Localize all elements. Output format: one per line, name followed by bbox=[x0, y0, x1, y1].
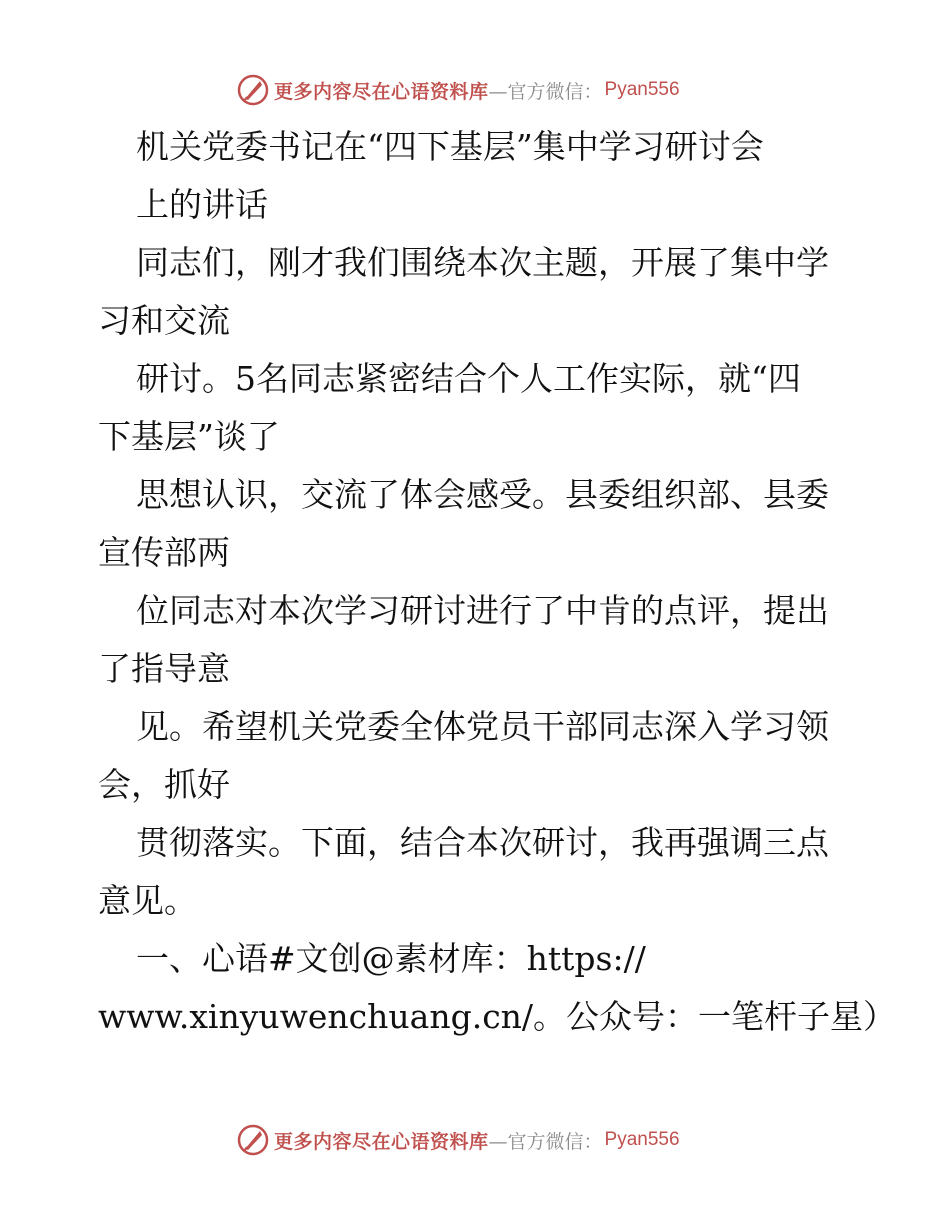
footer-banner bbox=[236, 1120, 680, 1160]
document-title-line-2: 上的讲话 bbox=[136, 185, 268, 224]
body-line: 了指导意 bbox=[98, 649, 230, 688]
body-line: 习和交流 bbox=[98, 301, 230, 340]
contact-text: —官方微信： bbox=[488, 1130, 603, 1153]
body-line: 位同志对本次学习研讨进行了中肯的点评，提出 bbox=[136, 591, 829, 630]
header-banner bbox=[236, 70, 680, 110]
body-line: 意见。 bbox=[98, 881, 197, 920]
body-line: 思想认识，交流了体会感受。县委组织部、县委 bbox=[136, 475, 829, 514]
promo-text: 更多内容尽在心语资料库 bbox=[274, 1130, 489, 1153]
body-line: 会，抓好 bbox=[98, 765, 230, 804]
body-line: 同志们，刚才我们围绕本次主题，开展了集中学 bbox=[136, 243, 829, 282]
section-heading-line: 一、心语#文创@素材库：https:// bbox=[136, 939, 646, 978]
document-title-line-1: 机关党委书记在“四下基层”集中学习研讨会 bbox=[136, 127, 764, 166]
body-line: 宣传部两 bbox=[98, 533, 230, 572]
body-line: 研讨。5名同志紧密结合个人工作实际，就“四 bbox=[136, 359, 801, 398]
body-line: 贯彻落实。下面，结合本次研讨，我再强调三点 bbox=[136, 823, 829, 862]
promo-text: 更多内容尽在心语资料库 bbox=[274, 80, 489, 103]
quill-pen-logo-icon bbox=[236, 1123, 270, 1157]
wechat-id: Pyan556 bbox=[604, 1129, 680, 1150]
url-line: www.xinyuwenchuang.cn/。公众号：一笔杆子星） bbox=[98, 997, 897, 1036]
contact-text: —官方微信： bbox=[488, 80, 603, 103]
body-line: 下基层”谈了 bbox=[98, 417, 280, 456]
quill-pen-logo-icon bbox=[236, 73, 270, 107]
wechat-id: Pyan556 bbox=[604, 79, 680, 100]
body-line: 见。希望机关党委全体党员干部同志深入学习领 bbox=[136, 707, 829, 746]
